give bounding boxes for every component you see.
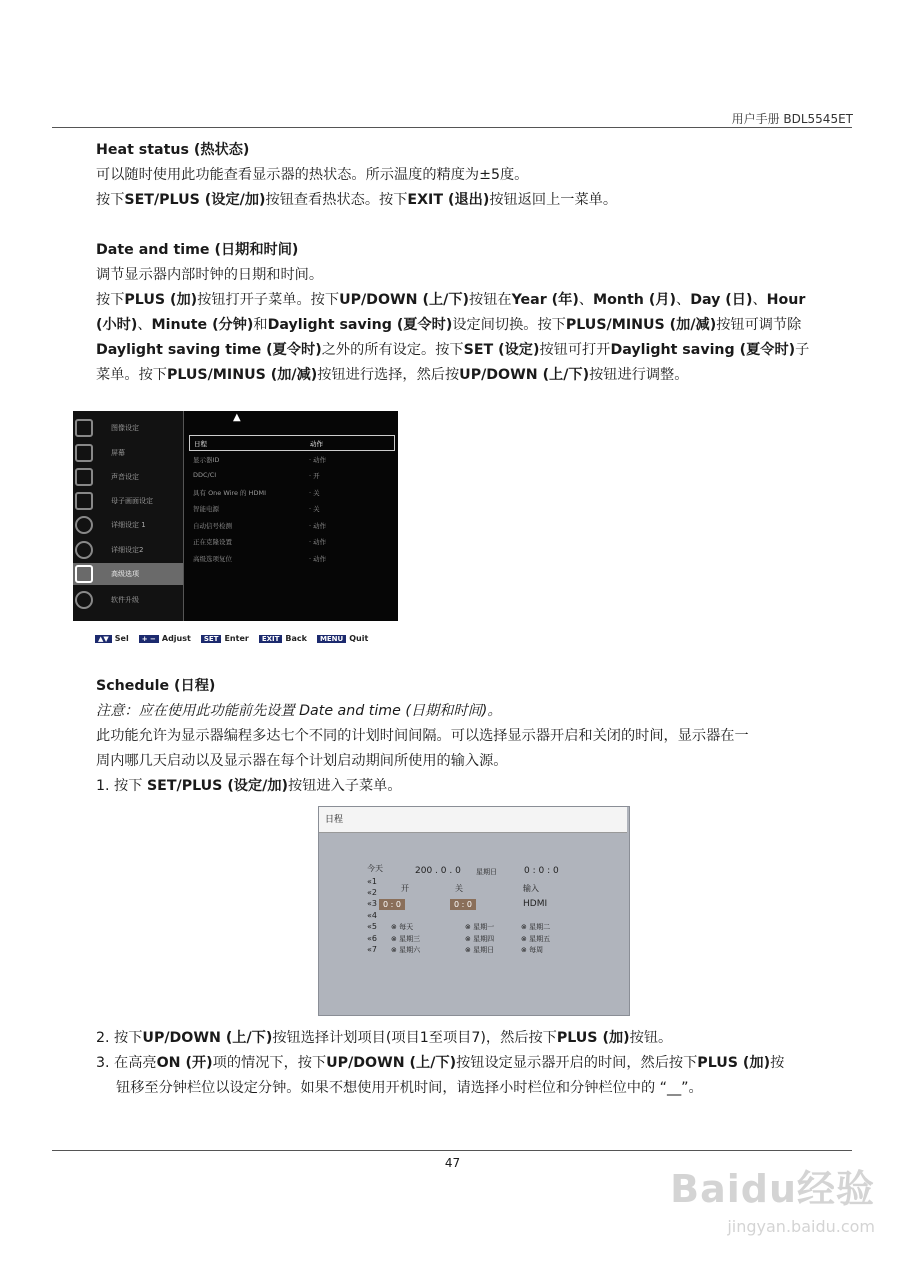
- date-line2: 按下PLUS (加)按钮打开子菜单。按下UP/DOWN (上/下)按钮在Year (年)、Month (月)、Day (日)、Hour: [96, 292, 806, 308]
- osd-row-key: 具有 One Wire 的 HDMI: [193, 489, 267, 497]
- osd-tab-config2[interactable]: [73, 539, 183, 561]
- legend-adjust: [139, 634, 191, 643]
- osd-row-key: 智能电源: [193, 505, 219, 513]
- schedule-item[interactable]: «4: [367, 911, 377, 920]
- on-column-header: 开: [401, 884, 409, 893]
- heat-line2: 按下SET/PLUS (设定/加)按钮查看热状态。按下EXIT (退出)按钮返回上一菜单。: [96, 192, 618, 208]
- day-option[interactable]: ⊗ 星期五: [521, 935, 551, 943]
- date-line5: 菜单。按下PLUS/MINUS (加/减)按钮进行选择，然后按UP/DOWN (上/下)按钮进行调整。: [96, 367, 689, 383]
- page-header: 用户手册 BDL5545ET: [731, 112, 853, 126]
- osd-tab-update[interactable]: [73, 589, 183, 611]
- screen-icon: [75, 444, 93, 462]
- on-time-field[interactable]: 0 : 0: [379, 899, 405, 910]
- off-column-header: 关: [455, 884, 463, 893]
- osd-row-key: 自动信号检测: [193, 522, 232, 530]
- osd-row-hdmi-onewire[interactable]: [189, 485, 393, 499]
- legend-key: EXIT: [259, 635, 283, 643]
- input-source-field[interactable]: HDMI: [523, 899, 548, 909]
- legend-label: Adjust: [161, 634, 191, 643]
- osd-tab-config1[interactable]: [73, 514, 183, 536]
- input-column-header: 输入: [523, 884, 539, 893]
- osd-row-value: 动作: [310, 440, 323, 448]
- osd-row-smart-power[interactable]: [189, 501, 393, 515]
- legend-sel: [95, 634, 129, 643]
- watermark-url: jingyan.baidu.com: [727, 1217, 875, 1236]
- osd-row-value: · 动作: [309, 522, 327, 530]
- schedule-line1: 此功能允许为显示器编程多达七个不同的计划时间间隔。可以选择显示器开启和关闭的时间，显示器在一: [96, 728, 749, 744]
- osd-menu: [73, 411, 398, 621]
- day-option[interactable]: ⊗ 星期六: [391, 946, 421, 954]
- off-time-field[interactable]: 0 : 0: [450, 899, 476, 910]
- legend-quit: [317, 634, 368, 643]
- page-number: 47: [444, 1156, 461, 1170]
- osd-row-key: 显示器ID: [193, 456, 220, 464]
- day-option[interactable]: ⊗ 星期一: [465, 923, 495, 931]
- osd-row-cloning[interactable]: [189, 534, 393, 548]
- advanced-icon: [75, 565, 93, 583]
- dialog-title: 日程: [319, 807, 627, 833]
- schedule-step1: 1. 按下 SET/PLUS (设定/加)按钮进入子菜单。: [96, 778, 402, 794]
- osd-tab-label: 图像设定: [111, 424, 139, 432]
- heat-line1: 可以随时使用此功能查看显示器的热状态。所示温度的精度为±5度。: [96, 167, 529, 183]
- date-line4: Daylight saving time (夏令时)之外的所有设定。按下SET (设定)按钮可打开Daylight saving (夏令时)子: [96, 342, 810, 358]
- day-option[interactable]: ⊗ 每周: [521, 946, 544, 954]
- schedule-step3-line1: 3. 在高亮ON (开)项的情况下，按下UP/DOWN (上/下)按钮设定显示器开启的时间，然后按下PLUS (加)按: [96, 1055, 785, 1071]
- legend-key: SET: [201, 635, 222, 643]
- osd-row-advanced-reset[interactable]: [189, 551, 393, 565]
- dialog-today-label: 今天: [367, 864, 383, 873]
- osd-tab-label: 详细设定2: [111, 546, 144, 554]
- pip-icon: [75, 492, 93, 510]
- legend-key: + −: [139, 635, 159, 643]
- gear-icon: [75, 541, 93, 559]
- osd-row-key: 高级选项复位: [193, 555, 232, 563]
- osd-row-key: DDC/CI: [193, 471, 217, 479]
- osd-row-auto-detect[interactable]: [189, 518, 393, 532]
- legend-label: Sel: [114, 634, 129, 643]
- schedule-step3-line2: 钮移至分钟栏位以设定分钟。如果不想使用开机时间，请选择小时栏位和分钟栏位中的 “__”。: [116, 1080, 703, 1096]
- schedule-item[interactable]: «6: [367, 934, 377, 943]
- watermark: [670, 1158, 875, 1236]
- legend-label: Quit: [349, 634, 369, 643]
- watermark-logo: Baidu经验: [670, 1167, 875, 1211]
- osd-tab-label: 声音设定: [111, 473, 139, 481]
- osd-row-key: 日程: [194, 440, 207, 448]
- footer-rule: [52, 1150, 852, 1151]
- osd-sidebar: [73, 411, 183, 621]
- legend-back: [259, 634, 307, 643]
- schedule-item[interactable]: «1: [367, 877, 377, 886]
- osd-legend: [95, 634, 368, 643]
- osd-row-value: · 关: [309, 489, 320, 497]
- osd-tab-pip[interactable]: [73, 490, 183, 512]
- date-line3: (小时)、Minute (分钟)和Daylight saving (夏令时)设定间切换。按下PLUS/MINUS (加/减)按钮可调节除: [96, 317, 802, 333]
- osd-up-arrow-icon[interactable]: ▲: [233, 412, 241, 423]
- legend-enter: [201, 634, 249, 643]
- legend-key: MENU: [317, 635, 346, 643]
- osd-tab-label: 高级选项: [111, 570, 139, 578]
- schedule-title: Schedule (日程): [96, 678, 216, 694]
- legend-label: Back: [285, 634, 307, 643]
- legend-label: Enter: [224, 634, 249, 643]
- date-title: Date and time (日期和时间): [96, 242, 299, 258]
- day-option[interactable]: ⊗ 星期日: [465, 946, 495, 954]
- dialog-weekday: 星期日: [476, 868, 497, 876]
- picture-icon: [75, 419, 93, 437]
- osd-tab-picture[interactable]: [73, 417, 183, 439]
- gear-icon: [75, 516, 93, 534]
- osd-row-value: · 开: [309, 472, 320, 480]
- osd-tab-audio[interactable]: [73, 466, 183, 488]
- osd-row-value: · 动作: [309, 555, 327, 563]
- day-option[interactable]: ⊗ 星期二: [521, 923, 551, 931]
- osd-row-ddcci[interactable]: [189, 468, 393, 482]
- schedule-item[interactable]: «2: [367, 888, 377, 897]
- osd-row-value: · 关: [309, 505, 320, 513]
- schedule-item[interactable]: «5: [367, 922, 377, 931]
- osd-tab-label: 软件升级: [111, 596, 139, 604]
- upload-icon: [75, 591, 93, 609]
- schedule-item[interactable]: «7: [367, 945, 377, 954]
- schedule-step2: 2. 按下UP/DOWN (上/下)按钮选择计划项目(项目1至项目7)，然后按下PLUS (加)按钮。: [96, 1030, 673, 1046]
- osd-tab-label: 屏幕: [111, 449, 125, 457]
- osd-row-schedule[interactable]: [189, 435, 395, 451]
- day-option[interactable]: ⊗ 每天: [391, 923, 414, 931]
- speaker-icon: [75, 468, 93, 486]
- schedule-note: 注意：应在使用此功能前先设置 Date and time (日期和时间)。: [96, 703, 502, 719]
- osd-tab-label: 母子画面设定: [111, 497, 153, 505]
- dialog-time: 0 : 0 : 0: [524, 866, 559, 876]
- dialog-date: 200 . 0 . 0: [415, 866, 461, 876]
- date-line1: 调节显示器内部时钟的日期和时间。: [96, 267, 324, 283]
- day-option[interactable]: ⊗ 星期四: [465, 935, 495, 943]
- schedule-line2: 周内哪几天启动以及显示器在每个计划启动期间所使用的输入源。: [96, 753, 508, 769]
- osd-row-key: 正在克隆设置: [193, 538, 232, 546]
- osd-row-value: · 动作: [309, 456, 327, 464]
- osd-tab-label: 详细设定 1: [111, 521, 146, 529]
- osd-row-monitor-id[interactable]: [189, 452, 393, 466]
- day-option[interactable]: ⊗ 星期三: [391, 935, 421, 943]
- osd-divider: [183, 411, 184, 621]
- heat-title: Heat status (热状态): [96, 142, 250, 158]
- osd-tab-advanced[interactable]: [73, 563, 183, 585]
- legend-key: ▲▼: [95, 635, 112, 643]
- osd-tab-screen[interactable]: [73, 442, 183, 464]
- osd-row-value: · 动作: [309, 538, 327, 546]
- schedule-dialog: [318, 806, 630, 1016]
- header-rule: [52, 127, 852, 128]
- schedule-item[interactable]: «3: [367, 899, 377, 908]
